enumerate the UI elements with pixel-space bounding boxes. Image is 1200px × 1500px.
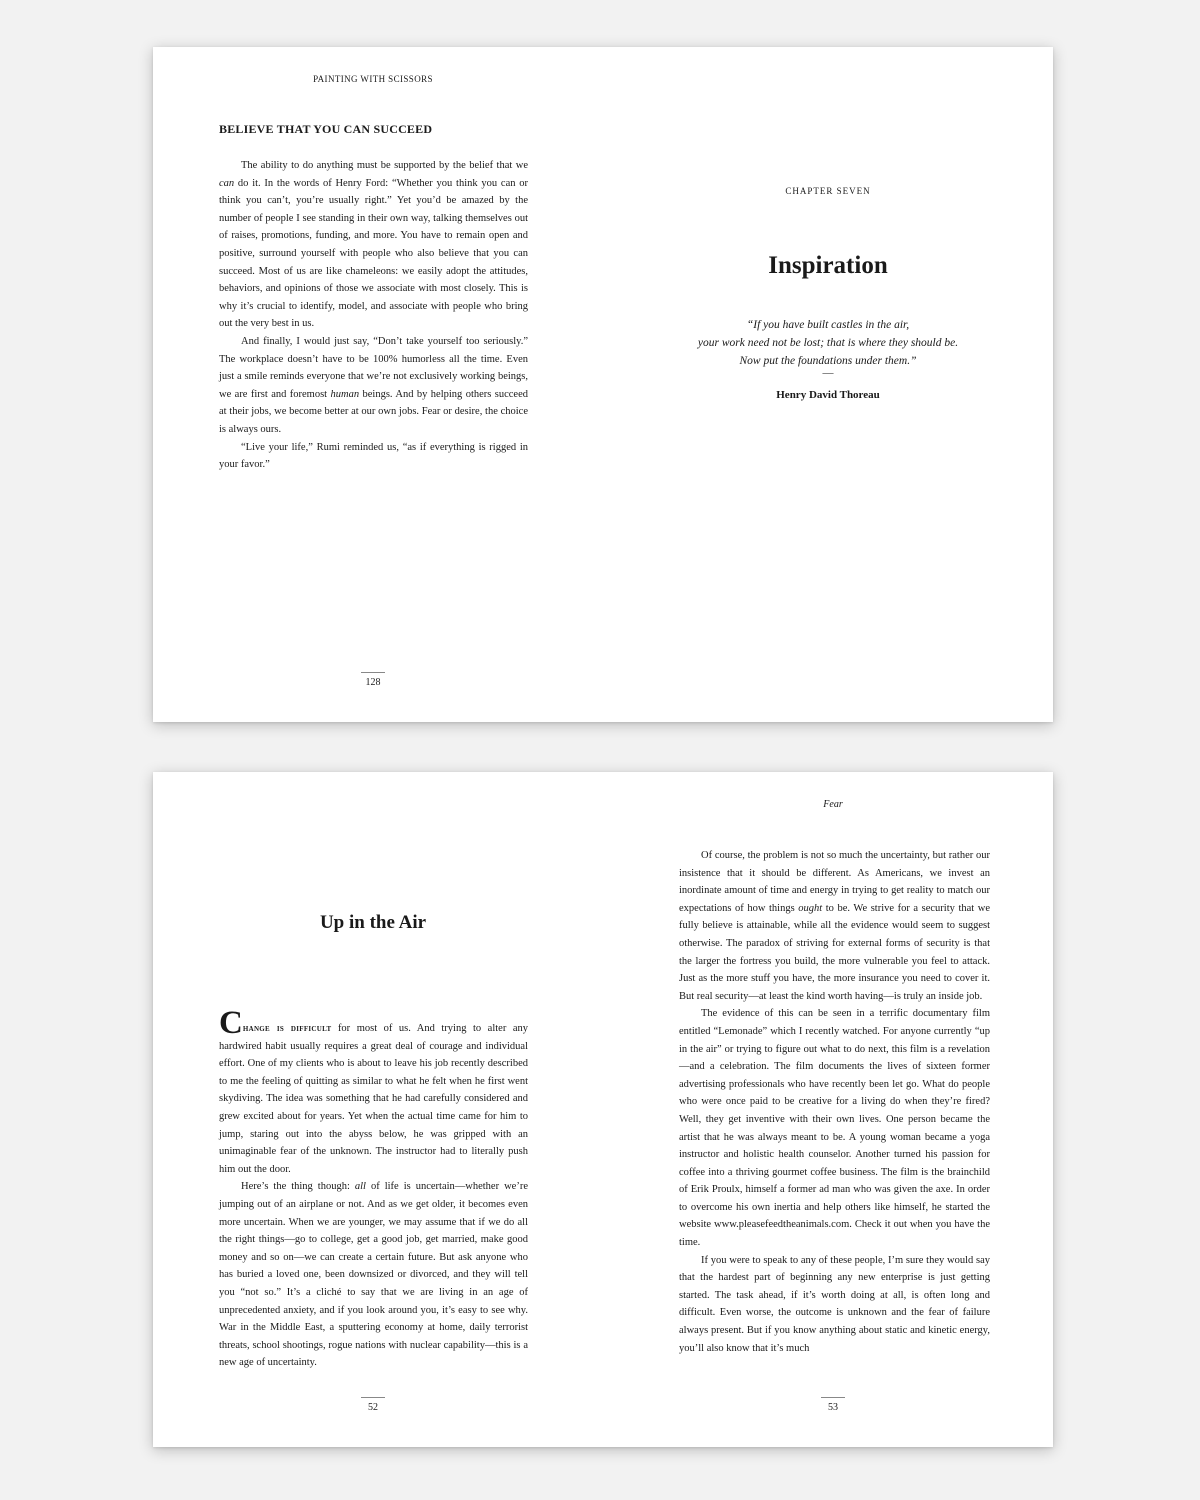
chapter-title: Up in the Air (319, 912, 427, 933)
chapter-label: CHAPTER SEVEN (785, 186, 871, 196)
folio-rule (361, 1397, 385, 1398)
page-number: 128 (153, 672, 593, 688)
paragraph: And finally, I would just say, “Don’t take yourself too seriously.” The workplace doesn’t have to be 100% humorless all the time. Even just a smile reminds everyone that we’re not exclusively working beings, we are first and foremost human beings. And by helping others succeed at their jobs, we become better at our own jobs. Fear or desire, the choice is always ours. (219, 335, 528, 435)
paragraph: “Live your life,” Rumi reminded us, “as if everything is rigged in your favor.” (219, 441, 528, 471)
lead-in: hange is difficult (242, 1023, 332, 1034)
paragraph: Change is difficult for most of us. And trying to alter any hardwired habit usually requires a great deal of courage and individual effort. One of my clients who is about to leave his job recently described to me the feeling of quitting as similar to what he felt when he first went skydiving. The idea was something that he had carefully considered and grew excited about for years. Yet when the actual time came for him to jump, staring out into the abyss below, he was gripped with an unimaginable fear of the unknown. The instructor had to literally push him out the door. (219, 1005, 528, 1175)
folio-rule (361, 672, 385, 673)
drop-cap: C (219, 1005, 243, 1041)
paragraph: If you were to speak to any of these people, I’m sure they would say that the hardest part of beginning any new enterprise is just getting started. The task ahead, if it’s worth doing at all, is often long and difficult. Even worse, the outcome is unknown and the fear of failure always present. But if you know anything about static and kinetic energy, you’ll also know that it’s much (679, 1254, 990, 1354)
body-text (219, 157, 528, 474)
book-spread-top (153, 47, 1053, 722)
page-number: 53 (603, 1397, 1063, 1413)
paragraph: Here’s the thing though: all of life is uncertain—whether we’re jumping out of an airplane or not. And as we get older, it becomes even more uncertain. When we are younger, we may assume that if we do all the right things—go to college, get a good job, get married, make good money and so on—we can create a certain future. But ask anyone who has buried a loved one, been downsized or divorced, and they will tell you “not so.” It’s a cliché to say that we are living in an age of unprecedented anxiety, and if you look around you, it’s easy to see why. War in the Middle East, a sputtering economy at home, daily terrorist threats, school shootings, rogue nations with nuclear capability—this is a new age of uncertainty. (219, 1181, 528, 1369)
chapter-title: Inspiration (768, 252, 888, 279)
paragraph: Of course, the problem is not so much the uncertainty, but rather our insistence that it should be different. As Americans, we invest an inordinate amount of time and energy in trying to get reality to match our expectations of how things ought to be. We strive for a security that we fully believe is attainable, while all the evidence would seem to suggest otherwise. The paradox of striving for external forms of security is that the larger the fortress you build, the more vulnerable you feel to attack. Just as the more stuff you have, the more insurance you need to cover it. But real security—at least the kind worth having—is truly an inside job. (679, 850, 991, 1002)
page-number: 52 (153, 1397, 593, 1413)
epigraph (603, 316, 1053, 370)
epigraph-author: Henry David Thoreau (776, 389, 880, 401)
section-heading: BELIEVE THAT YOU CAN SUCCEED (219, 122, 433, 136)
running-head: PAINTING WITH SCISSORS (313, 74, 433, 84)
chapter-opener-page (603, 47, 1053, 722)
body-text (679, 847, 990, 1357)
page-53 (603, 772, 1053, 1447)
folio-rule (821, 1397, 845, 1398)
page-128 (153, 47, 603, 722)
epigraph-line: “If you have built castles in the air, (746, 319, 910, 331)
epigraph-line: Now put the foundations under them.” (739, 355, 917, 367)
epigraph-dash: — (822, 367, 834, 379)
body-text (219, 1005, 528, 1372)
page-52 (153, 772, 603, 1447)
epigraph-line: your work need not be lost; that is where they should be. (697, 337, 959, 349)
paragraph: The evidence of this can be seen in a terrific documentary film entitled “Lemonade” which I recently watched. For anyone currently “up in the air” or trying to figure out what to do next, this film is a revelation—and a celebration. The film documents the lives of sixteen former advertising professionals who have recently been let go. What do people who were once paid to be creative for a living do when they’re fired? Well, they get inventive with their own lives. One person became the artist that he was always meant to be. A young woman became a yoga instructor and holistic health counselor. Another turned his passion for coffee into a thriving gourmet coffee business. The film is the brainchild of Erik Proulx, himself a former ad man who was given the axe. In order to overcome his own inertia and help others like himself, he started the website www.pleasefeedtheanimals.com. Check it out when you have the time. (679, 1008, 990, 1249)
book-spread-bottom (153, 772, 1053, 1447)
running-head: Fear (823, 799, 843, 810)
paragraph: The ability to do anything must be supported by the belief that we can do it. In the words of Henry Ford: “Whether you think you can or think you can’t, you’re usually right.” Yet you’d be amazed by the number of people I see standing in their own way, talking themselves out of raises, promotions, funding, and more. You have to remain open and positive, surround yourself with people who also believe that you can succeed. Most of us are like chameleons: we easily adopt the attitudes, behaviors, and opinions of those we associate with most closely. This is why it’s crucial to identify, model, and associate with people who bring out the very best in us. (219, 160, 528, 330)
